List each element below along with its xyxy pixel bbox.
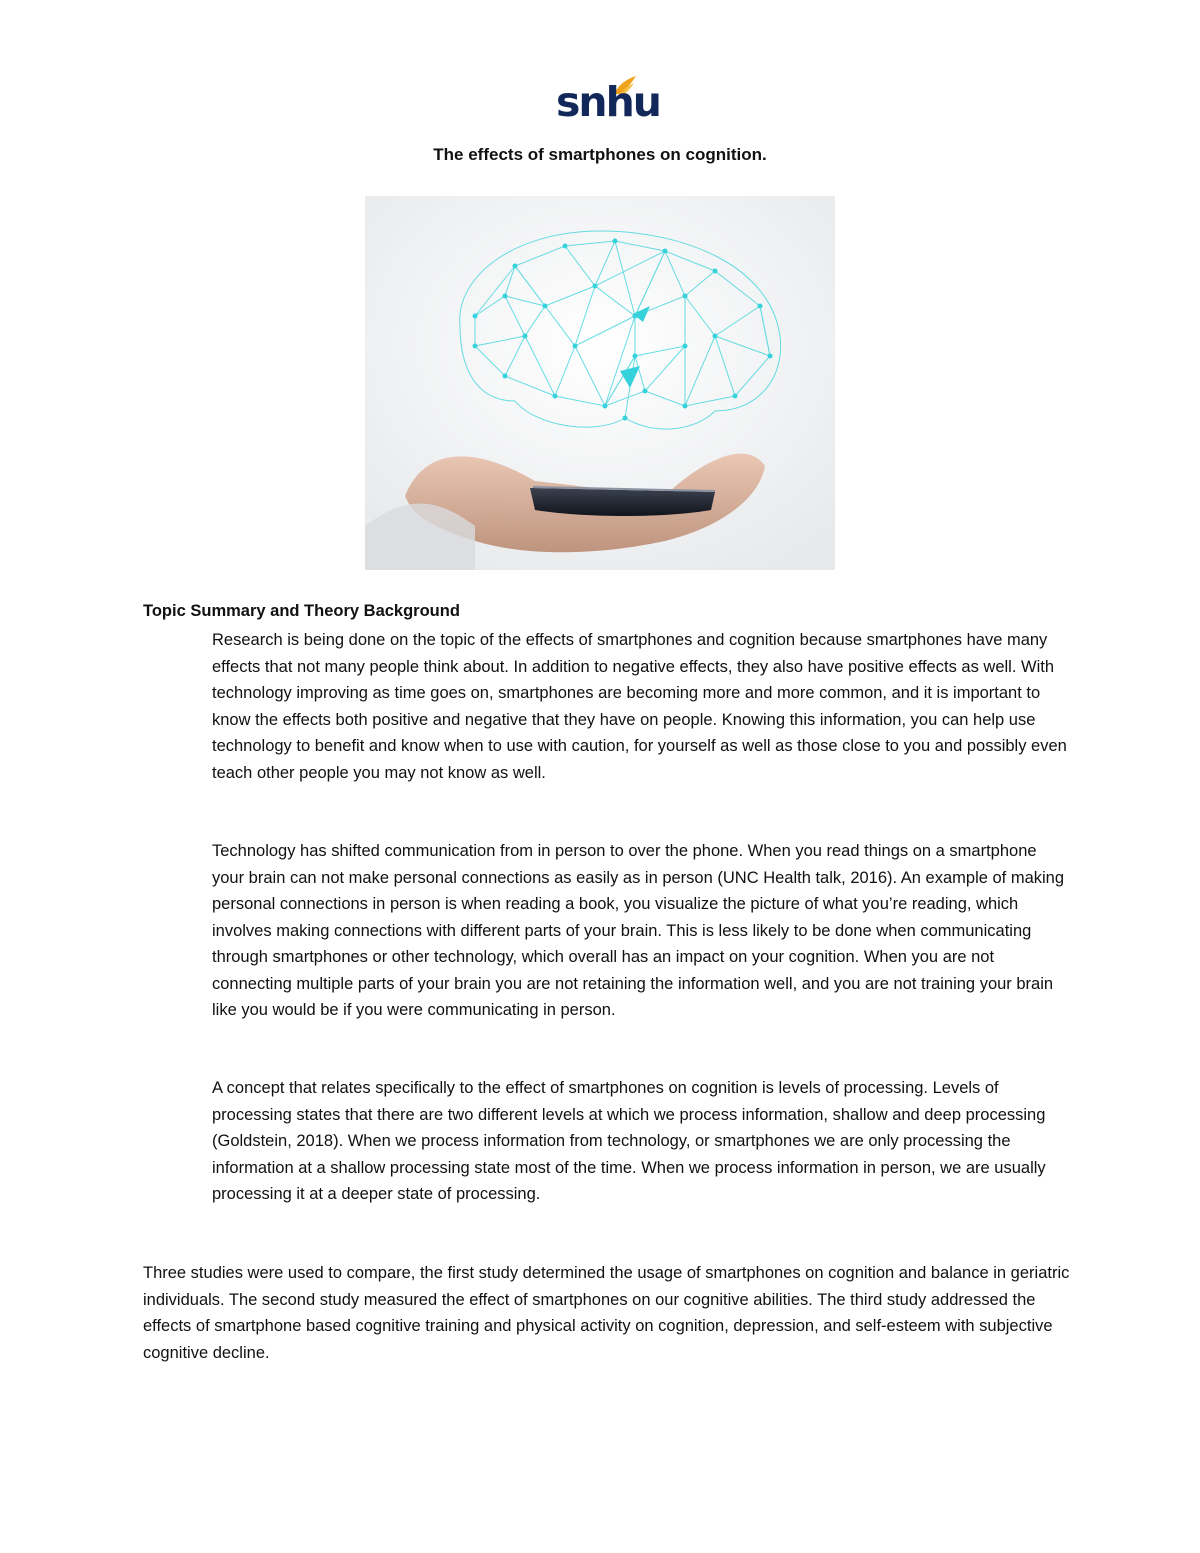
snhu-logo — [552, 74, 660, 132]
section-heading: Topic Summary and Theory Background — [143, 602, 460, 620]
hero-image — [365, 196, 835, 570]
logo-wordmark: snhu — [556, 78, 660, 126]
document-title: The effects of smartphones on cognition. — [433, 145, 767, 164]
paragraph-research: Research is being done on the topic of the effects of smartphones and cognition because smartphones have many effects that not many people think about. In addition to negative effects, they also have positive effects as well. With technology improving as time goes on, smartphones are becoming more and more common, and it is important to know the effects both positive and negative that they have on people. Knowing this information, you can help use technology to benefit and know when to use with caution, for yourself as well as those close to you and possibly even teach other people you may not know as well. — [212, 631, 1067, 782]
paragraph-studies: Three studies were used to compare, the first study determined the usage of smartphones on cognition and balance in geriatric individuals. The second study measured the effect of smartphones on our cognitive abilities. The third study addressed the effects of smartphone based cognitive training and physical activity on cognition, depression, and self-esteem with subjective cognitive decline. — [143, 1264, 1070, 1362]
brain-network-over-smartphone-icon — [365, 196, 835, 570]
paragraph-levels-of-processing: A concept that relates specifically to the effect of smartphones on cognition is levels of processing. Levels of processing states that there are two different levels at which we process information, shallow and deep processing (Goldstein, 2018). When we process information from technology, or smartphones we are only processing the information at a shallow processing state most of the time. When we process information in person, we are usually processing it at a deeper state of processing. — [212, 1079, 1046, 1203]
paragraph-communication: Technology has shifted communication from in person to over the phone. When you read things on a smartphone your brain can not make personal connections as easily as in person (UNC Health talk, 2016). An example of making personal connections in person is when reading a book, you visualize the picture of what you’re reading, which involves making connections with different parts of your brain. This is less likely to be done when communicating through smartphones or other technology, which overall has an impact on your cognition. When you are not connecting multiple parts of your brain you are not retaining the information well, and you are not training your brain like you would be if you were communicating in person. — [212, 842, 1065, 1019]
